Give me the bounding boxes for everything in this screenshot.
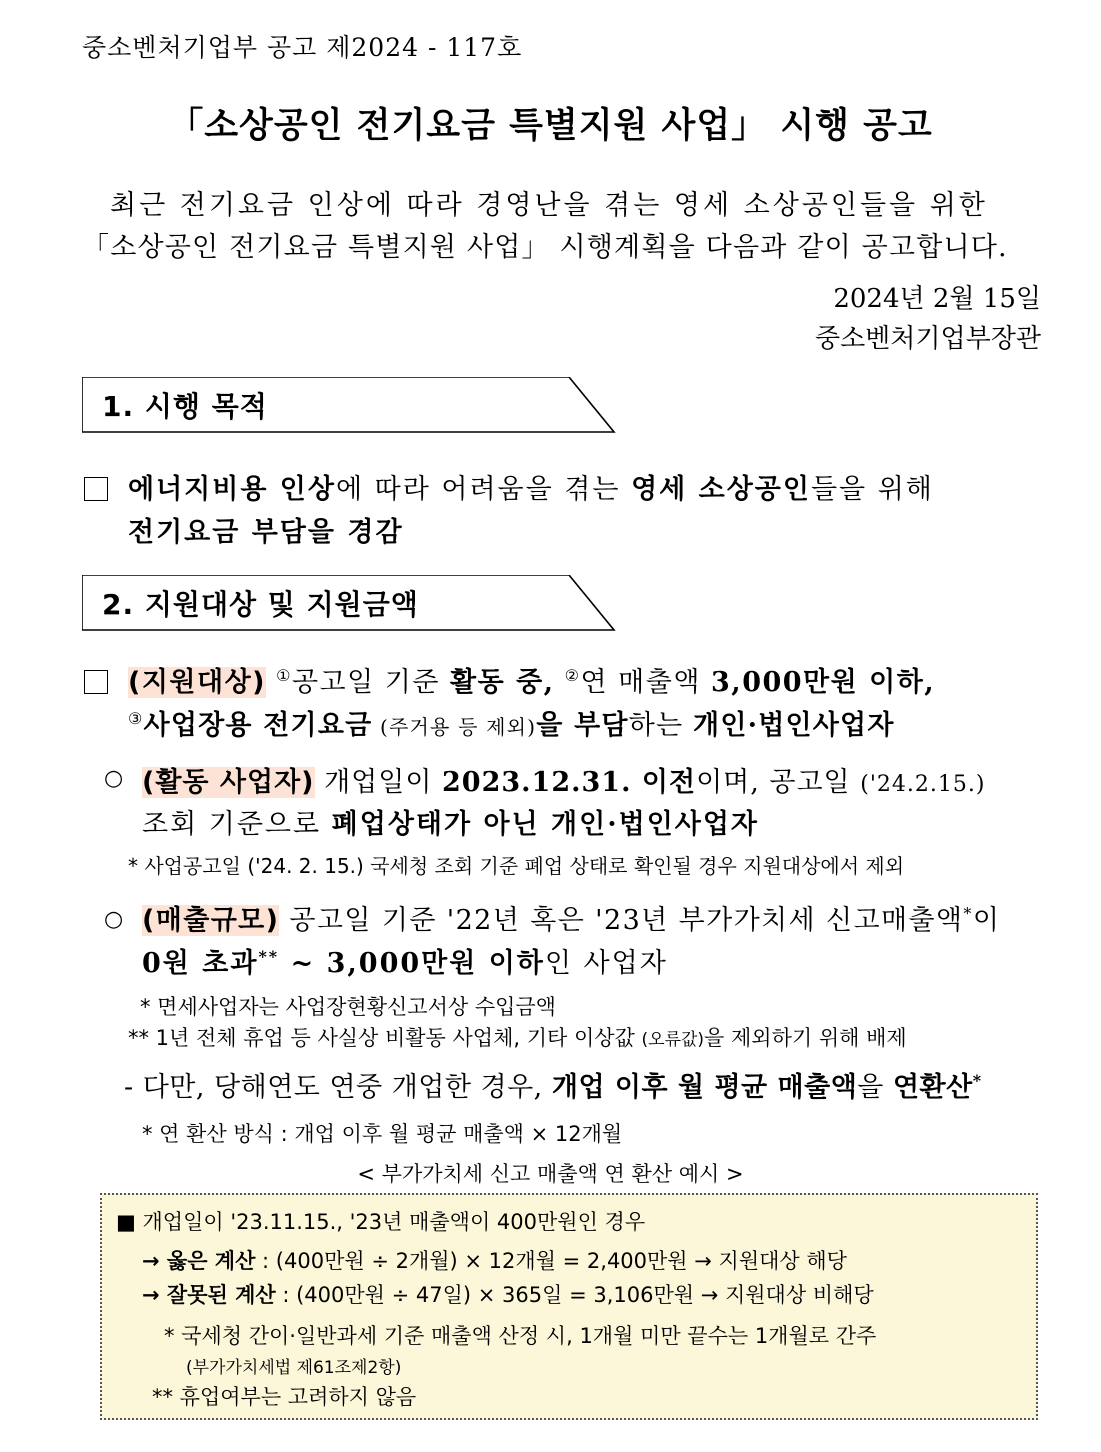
example-footnote-1: * 국세청 간이·일반과세 기준 매출액 산정 시, 1개월 미만 끝수는 1개월로 간주 xyxy=(164,1324,877,1348)
checkbox-icon xyxy=(84,670,108,694)
issuer: 중소벤처기업부장관 xyxy=(814,324,1041,354)
example-footnote-1-ref: (부가가치세법 제61조제2항) xyxy=(186,1358,402,1378)
target-criterion-2-bold: 3,000만원 이하, xyxy=(711,667,936,698)
section-1-title: 1. 시행 목적 xyxy=(102,390,268,423)
wrong-calc-label: → 잘못된 계산 xyxy=(142,1283,276,1307)
example-caption: < 부가가치세 신고 매출액 연 환산 예시 > xyxy=(357,1162,744,1186)
revenue-text-2: 인 사업자 xyxy=(544,948,668,979)
revenue-text-1: 공고일 기준 '22년 혹은 '23년 부가가치세 신고매출액 xyxy=(279,905,964,936)
active-bold-2: 폐업상태가 아닌 개인·법인사업자 xyxy=(331,809,760,840)
purpose-line-1 xyxy=(128,467,934,506)
revenue-sub-item xyxy=(124,1065,982,1104)
target-criterion-1: 공고일 기준 xyxy=(291,667,451,698)
purpose-bold-1: 에너지비용 인상 xyxy=(128,474,336,505)
revenue-footnote-2 xyxy=(128,1022,907,1052)
revenue-footnote-2-end: 을 제외하기 위해 배제 xyxy=(704,1026,907,1050)
example-footnote-2: ** 휴업여부는 고려하지 않음 xyxy=(152,1385,417,1409)
target-criterion-3-bold-2: 을 부담 xyxy=(536,710,629,741)
revenue-footnote-mark-1: * xyxy=(963,904,973,923)
active-text-1: 개업일이 xyxy=(314,767,442,798)
right-calc-formula: : (400만원 ÷ 2개월) × 12개월 = 2,400만원 → 지원대상 해당 xyxy=(255,1249,847,1273)
target-line-2 xyxy=(128,703,895,742)
revenue-bold-1: 0원 초과 xyxy=(142,948,259,979)
page-title: 「소상공인 전기요금 특별지원 사업」 시행 공고 xyxy=(168,106,933,146)
section-1-heading xyxy=(82,377,616,435)
announcement-date: 2024년 2월 15일 xyxy=(833,284,1041,314)
active-footnote: * 사업공고일 ('24. 2. 15.) 국세청 조회 기준 폐업 상태로 확인될 경우 지원대상에서 제외 xyxy=(128,854,905,878)
revenue-footnote-2-text: ** 1년 전체 휴업 등 사실상 비활동 사업체, 기타 이상값 xyxy=(128,1026,642,1050)
circle-number-3: ③ xyxy=(128,709,144,728)
bullet-circle-icon: ○ xyxy=(104,907,124,932)
revenue-text-1-end: 이 xyxy=(972,905,1001,936)
circle-number-2: ② xyxy=(564,666,581,685)
revenue-label: (매출규모) xyxy=(142,905,280,936)
revenue-sub-footnote-mark: * xyxy=(972,1071,982,1090)
active-text-2: 이며, 공고일 xyxy=(696,767,861,798)
target-criterion-2: 연 매출액 xyxy=(580,667,712,698)
example-wrong-calc xyxy=(142,1279,874,1309)
target-line-1 xyxy=(128,660,935,699)
target-criterion-3-bold: 사업장용 전기요금 xyxy=(143,710,373,741)
purpose-bold-2: 영세 소상공인 xyxy=(631,474,811,505)
revenue-bold-2: ~ 3,000만원 이하 xyxy=(279,948,545,979)
intro-line-2: 「소상공인 전기요금 특별지원 사업」 시행계획을 다음과 같이 공고합니다. xyxy=(82,232,1008,263)
target-criterion-3-text: 하는 xyxy=(628,710,694,741)
target-label: (지원대상) xyxy=(128,667,267,698)
active-date-bold: 2023.12.31. 이전 xyxy=(442,767,697,798)
section-2-heading xyxy=(82,575,616,633)
revenue-footnote-2-small: (오류값) xyxy=(641,1030,705,1050)
revenue-sub-text-1: - 다만, 당해연도 연중 개업한 경우, xyxy=(124,1072,552,1103)
bullet-circle-icon: ○ xyxy=(104,766,124,791)
purpose-text-1: 에 따라 어려움을 겪는 xyxy=(335,474,632,505)
revenue-sub-bold-2: 연환산 xyxy=(892,1072,973,1103)
checkbox-icon xyxy=(84,477,108,501)
target-criterion-3-small: (주거용 등 제외) xyxy=(372,715,537,739)
right-calc-label: → 옳은 계산 xyxy=(142,1249,256,1273)
active-text-3: 조회 기준으로 xyxy=(142,809,332,840)
revenue-footnote-mark-2: ** xyxy=(258,947,280,966)
active-announce-date: ('24.2.15.) xyxy=(860,772,986,797)
revenue-footnote-1: * 면세사업자는 사업장현황신고서상 수입금액 xyxy=(140,995,556,1019)
purpose-text-2: 들을 위해 xyxy=(810,474,934,505)
active-line-2 xyxy=(142,802,759,841)
target-criterion-3-bold-3: 개인·법인사업자 xyxy=(693,710,895,741)
target-criterion-1-bold: 활동 중, xyxy=(450,667,555,698)
example-case: ■ 개업일이 '23.11.15., '23년 매출액이 400만원인 경우 xyxy=(116,1210,646,1234)
section-2-title: 2. 지원대상 및 지원금액 xyxy=(102,588,419,621)
revenue-line-1 xyxy=(142,898,1000,937)
revenue-sub-text-2: 을 xyxy=(857,1072,893,1103)
wrong-calc-formula: : (400만원 ÷ 47일) × 365일 = 3,106만원 → 지원대상 비해당 xyxy=(275,1283,874,1307)
revenue-sub-bold-1: 개업 이후 월 평균 매출액 xyxy=(551,1072,858,1103)
circle-number-1: ① xyxy=(276,666,292,685)
active-label: (활동 사업자) xyxy=(142,767,315,798)
notice-number: 중소벤처기업부 공고 제2024 - 117호 xyxy=(82,33,523,62)
intro-line-1: 최근 전기요금 인상에 따라 경영난을 겪는 영세 소상공인들을 위한 xyxy=(110,190,988,221)
revenue-line-2 xyxy=(142,941,668,980)
purpose-line-2: 전기요금 부담을 경감 xyxy=(128,517,404,548)
annualize-footnote: * 연 환산 방식 : 개업 이후 월 평균 매출액 × 12개월 xyxy=(142,1122,623,1146)
example-right-calc xyxy=(142,1245,847,1275)
active-line-1 xyxy=(142,760,985,799)
